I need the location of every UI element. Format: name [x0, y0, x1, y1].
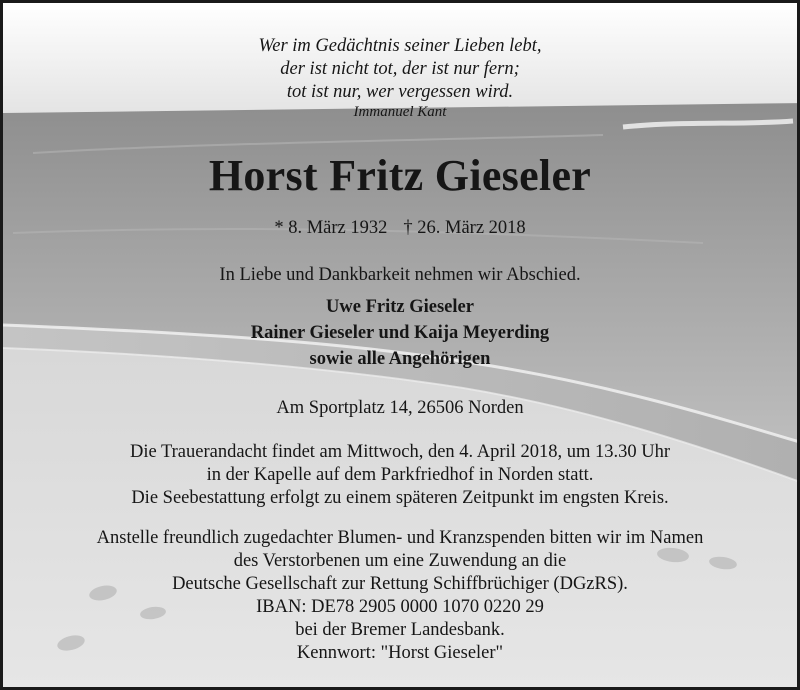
- quote-line-3: tot ist nur, wer vergessen wird.: [286, 82, 514, 102]
- mourner-line: Uwe Fritz Gieseler: [326, 297, 474, 317]
- deceased-name: Horst Fritz Gieseler: [208, 151, 592, 200]
- donation-line: des Verstorbenen um eine Zuwendung an die: [233, 551, 567, 571]
- quote-author: Immanuel Kant: [353, 104, 447, 120]
- family-address: Am Sportplatz 14, 26506 Norden: [276, 398, 524, 418]
- service-line: Die Seebestattung erfolgt zu einem späteren Zeitpunkt im engsten Kreis.: [131, 488, 669, 508]
- donation-line: Anstelle freundlich zugedachter Blumen- und Kranzspenden bitten wir im Namen: [96, 528, 704, 548]
- donation-bank: bei der Bremer Landesbank.: [295, 620, 505, 640]
- service-line: Die Trauerandacht findet am Mittwoch, den 4. April 2018, um 13.30 Uhr: [129, 442, 670, 462]
- birth-date: * 8. März 1932: [274, 218, 388, 238]
- donation-keyword: Kennwort: "Horst Gieseler": [296, 643, 504, 663]
- donation-iban: IBAN: DE78 2905 0000 1070 0220 29: [256, 597, 544, 617]
- donation-line: Deutsche Gesellschaft zur Rettung Schiffbrüchiger (DGzRS).: [172, 574, 628, 594]
- mourner-line: sowie alle Angehörigen: [309, 349, 491, 369]
- mourner-line: Rainer Gieseler und Kaija Meyerding: [250, 323, 550, 343]
- quote-line-1: Wer im Gedächtnis seiner Lieben lebt,: [258, 36, 542, 56]
- farewell-text: In Liebe und Dankbarkeit nehmen wir Abschied.: [219, 265, 581, 285]
- service-line: in der Kapelle auf dem Parkfriedhof in Norden statt.: [206, 465, 594, 485]
- death-date: † 26. März 2018: [403, 218, 526, 238]
- life-dates: [3, 217, 797, 239]
- quote-line-2: der ist nicht tot, der ist nur fern;: [280, 59, 520, 79]
